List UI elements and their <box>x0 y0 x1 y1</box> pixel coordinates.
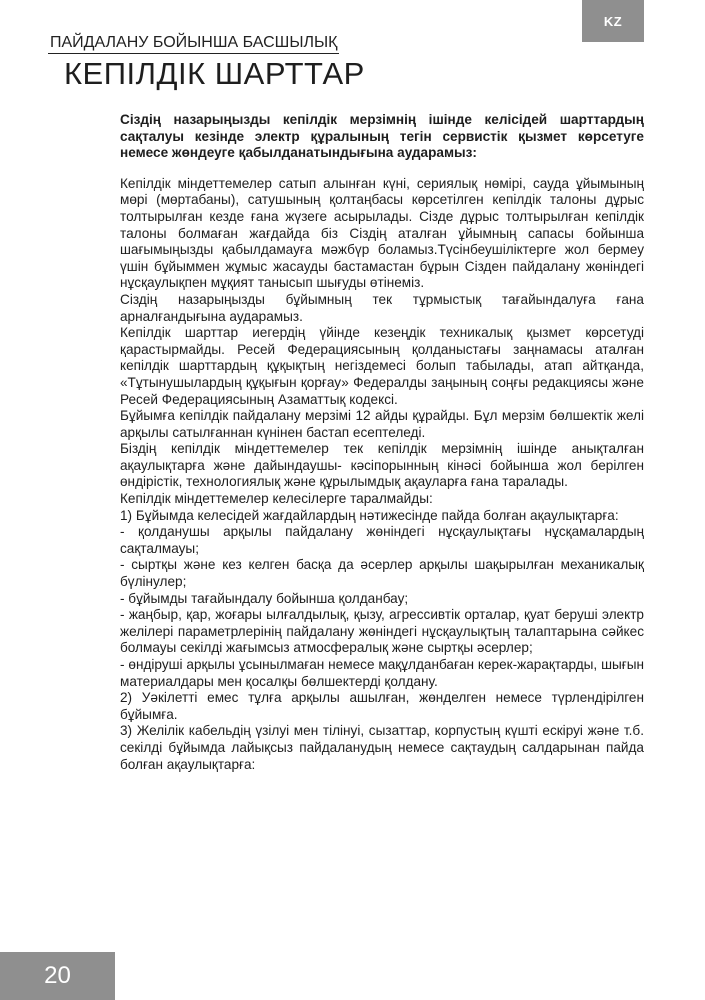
list-item: - қолданушы арқылы пайдалану жөніндегі нұсқаулықтағы нұсқамалардың сақталмауы; <box>120 524 644 556</box>
list-item: - бұйымды тағайындалу бойынша қолданбау; <box>120 590 409 606</box>
list-item: - сыртқы және кез келген басқа да әсерлер арқылы шақырылған механикалық бүлінулер; <box>120 557 644 590</box>
paragraph: Кепілдік міндеттемелер сатып алынған күні, сериялық нөмірі, сауда ұйымының мөрі (мөртабаны), сатушының қолтаңбасы көрсетілген кепілдік талоны дұрыс толтырылған кезде ғана жүзеге асырылады. Сізде дұрыс толтырылған кепілдік талоны болмаған жағдайда біз Сіздің аталған ұйымның сапасы бойынша шағымыңызды қабылдамауға мәжбүр боламыз.Түсінбеушіліктерге жол бермеу үшін бұйыммен жұмыс жасауды бастамастан бұрын Сізден пайдалану жөніндегі нұсқаулықпен мұқият танысып шығуды өтінеміз. <box>120 175 644 291</box>
section-title: КЕПІЛДІК ШАРТТАР <box>64 56 365 91</box>
page-number: 20 <box>0 952 115 1000</box>
list-item: - жаңбыр, қар, жоғары ылғалдылық, қызу, агрессивтік орталар, қуат беруші электр желілері параметрлерінің пайдалану жөніндегі нұсқаулықтың талаптарына сәйкес болмауы секілді жағымсыз атмосфералық және сыртқы әсерлер; <box>120 607 644 656</box>
content-body <box>120 112 644 773</box>
language-tab: KZ <box>582 0 644 42</box>
paragraph: Сіздің назарыңызды бұйымның тек тұрмыстық тағайындалуға ғана арналғандығына аударамыз. <box>120 291 644 324</box>
list-item: 2) Уәкілетті емес тұлға арқылы ашылған, жөнделген немесе түрлендірілген бұйымға. <box>120 690 644 722</box>
list-item: 3) Желілік кабельдің үзілуі мен тілінуі, сызаттар, корпустың күшті ескіруі және т.б. секілді бұйымда лайықсыз пайдаланудың немесе сақтаудың салдарынан пайда болған ақаулықтарға: <box>120 723 644 772</box>
manual-header: ПАЙДАЛАНУ БОЙЫНША БАСШЫЛЫҚ <box>48 34 339 54</box>
list-item: - өндіруші арқылы ұсынылмаған немесе мақұлданбаған керек-жарақтарды, шығын материалдары мен қосалқы бөлшектерді қолдану. <box>120 657 644 689</box>
intro-paragraph: Сіздің назарыңызды кепілдік мерзімнің ішінде келісідей шарттардың сақталуы кезінде электр құралының тегін сервистік қызмет көрсетуге немесе жөндеуге қабылданатындығына аударамыз: <box>120 112 644 161</box>
paragraph: Кепілдік шарттар иегердің үйінде кезеңдік техникалық қызмет көрсетуді қарастырмайды. Ресей Федерациясының қолданыстағы заңнамасы аталған кепілдік шарттардың құқықтың негіздемесі болып табылады, атап айтқанда, «Тұтынушылардың құқығын қорғау» Федералды заңының соңғы редакциясы және Ресей Федерациясының Азаматтық кодексі. <box>120 325 644 407</box>
paragraph: Кепілдік міндеттемелер келесілерге таралмайды: <box>120 491 433 507</box>
paragraph: Бұйымға кепілдік пайдалану мерзімі 12 айды құрайды. Бұл мерзім бөлшектік желі арқылы сатылғаннан күнінен бастап есептеледі. <box>120 408 644 440</box>
list-item: 1) Бұйымда келесідей жағдайлардың нәтижесінде пайда болған ақаулықтарға: <box>120 507 619 523</box>
paragraph: Біздің кепілдік міндеттемелер тек кепілдік мерзімнің ішінде анықталған ақаулықтарға және дайындаушы- кәсіпорынның кінәсі бойынша жол берілген өндірістік, технологиялық және құрылымдық ақауларға ғана таралады. <box>120 441 644 490</box>
